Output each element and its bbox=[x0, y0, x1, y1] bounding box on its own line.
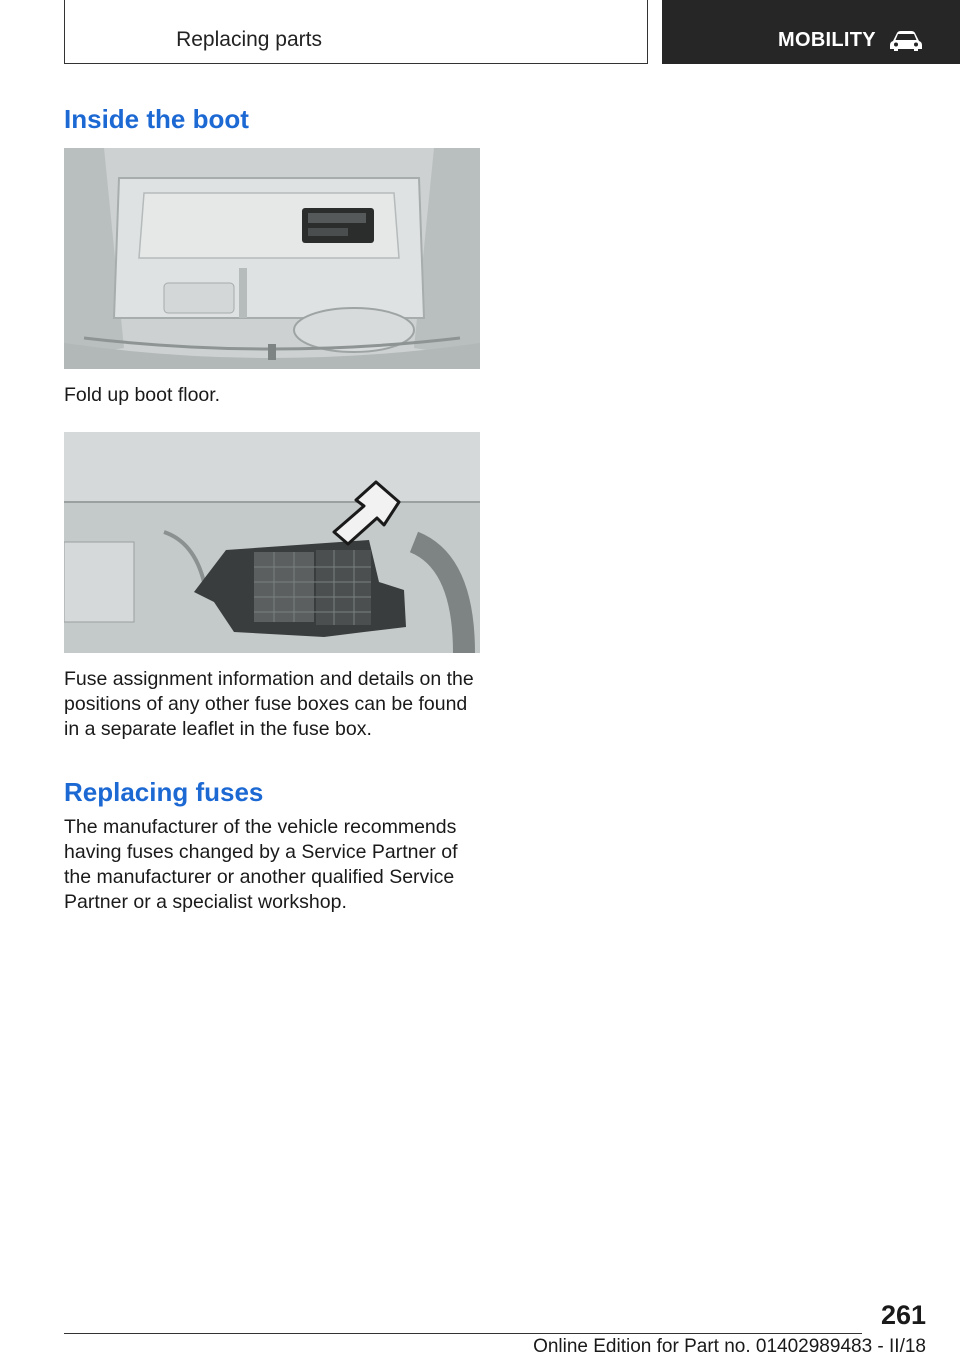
header-section-title: Replacing parts bbox=[176, 28, 322, 51]
car-icon bbox=[888, 29, 924, 53]
boot-floor-image bbox=[64, 148, 480, 369]
header-frame bbox=[64, 0, 648, 64]
page-number: 261 bbox=[880, 1300, 926, 1330]
caption-fuse-assignment: Fuse assignment information and details on the positions of any other fuse boxes can be found in a separate leaflet in the fuse box. bbox=[64, 668, 474, 740]
footer-edition: Online Edition for Part no. 01402989483 - II/18 bbox=[533, 1336, 926, 1357]
chapter-tab-label: MOBILITY bbox=[778, 29, 876, 51]
fuse-box-image bbox=[64, 432, 480, 653]
chapter-tab bbox=[662, 0, 960, 64]
footer-divider bbox=[64, 1333, 862, 1334]
section-heading-replacing-fuses: Replacing fuses bbox=[64, 777, 264, 807]
caption-fold-floor: Fold up boot floor. bbox=[64, 384, 221, 406]
body-replacing-fuses: The manufacturer of the vehicle recommends having fuses changed by a Service Partner of the manufacturer or another qualified Service Partner or a specialist workshop. bbox=[64, 816, 458, 913]
section-heading-inside-boot: Inside the boot bbox=[64, 104, 249, 134]
